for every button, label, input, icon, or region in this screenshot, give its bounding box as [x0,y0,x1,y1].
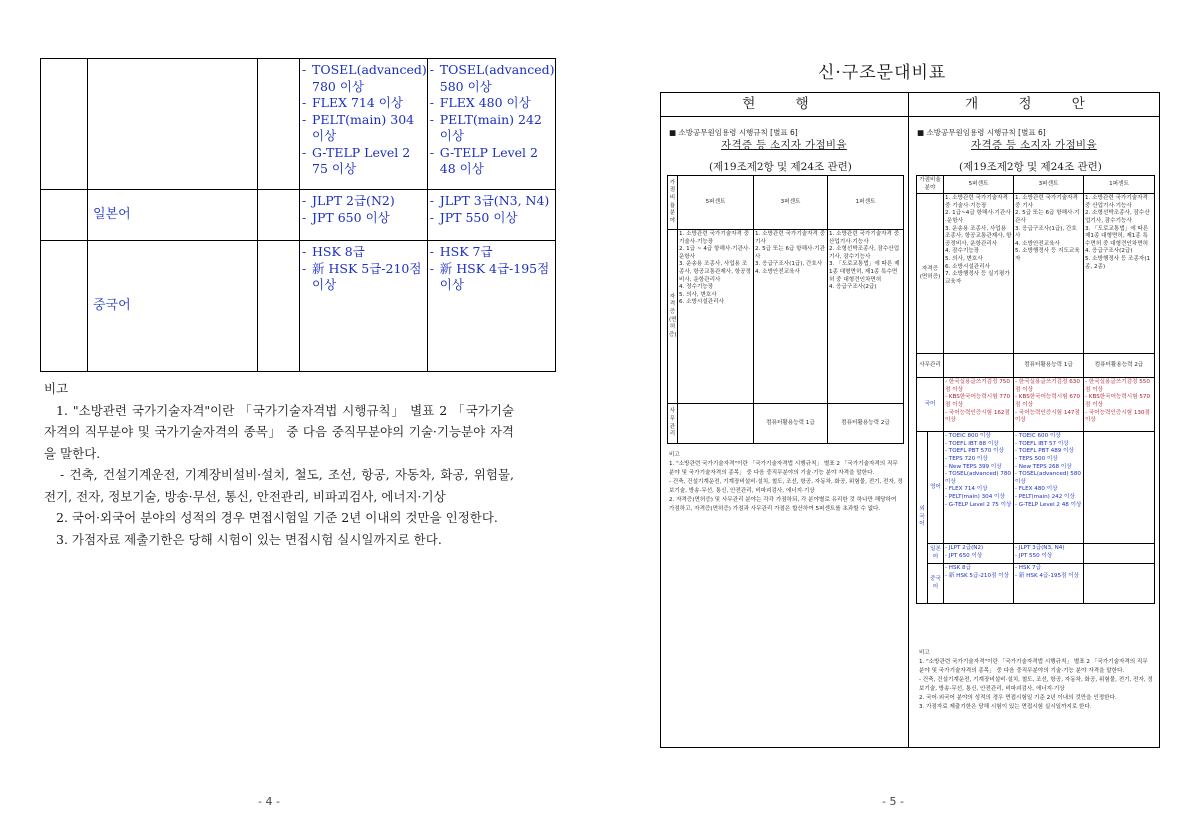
revised-other-english-cell [427,59,555,190]
current-points-table [667,175,904,444]
revised-form-title: 자격증 등 소지자 가점비율 [971,139,1097,151]
current-form-subtitle: (제19조제2항 및 제24조 관련) [709,161,852,173]
note-1-list: - 건축, 건설기계운전, 기계장비설비·설치, 철도, 조선, 항공, 자동차, 화공, 위험물, 전기, 전자, 정보기술, 방송·무선, 통신, 안전관리, 비파괴검사, 에너지·기상 [44,467,514,504]
comparison-table [660,92,1160,748]
notes-section [44,378,514,550]
table-row: 가점비율 분야 5퍼센트 3퍼센트 1퍼센트 [917,176,1155,194]
note-3: 3. 가점자료 제출기한은 당해 시험이 있는 면접시험 실시일까지로 한다. [56,531,442,547]
page-number-right: - 5 - [882,795,904,808]
page-number-left: - 4 - [258,795,280,808]
list-item: - 新 HSK 5급-210점 이상 [300,261,427,294]
table-row: 일본어 - JLPT 2급(N2) - JPT 650 이상 - JLPT 3급(N3, N4) - JPT 550 이상 [917,544,1155,564]
table-row [41,241,556,372]
list-item: - G-TELP Level 2 75 이상 [300,145,427,178]
table-row [41,59,556,190]
revised-form-label: ■ 소방공무원임용령 시행규칙 [별표 6] [917,128,1046,137]
list-item: - PELT(main) 242 이상 [428,112,555,145]
revised-notes: 비고 1. "소방관련 국가기술자격"이란 「국가기술자격법 시행규칙」 별표 2 「국가기술자격의 직무분야 및 국가기술자격의 종목」 중 다음 중직무분야의 기술·기능 분야 자격을 말한다. - 건축, 건설기계운전, 기계장비설비·설치, 철도, 조선, 항공, 자동차, 화공, 위험물, 전기, 전자, 정보기술, 방송·무선, 통신, 안전관리, 비파괴검사, 에너지·기상 2. 국어·외국어 분야의 성적의 경우 면접시험일 기준 2년 이내의 것만을 인정한다. 3. 가점자료 제출기한은 당해 시험이 있는 면접시험 실시일까지로 한다. [919,650,1153,710]
list-item: - JPT 650 이상 [300,210,427,227]
chinese-label: 중국어 [88,241,258,372]
chinese-revised-cell [427,241,555,372]
table-row [41,190,556,241]
japanese-revised-cell [427,190,555,241]
japanese-label: 일본어 [88,190,258,241]
list-item: - HSK 7급 [428,244,555,261]
current-form-title: 자격증 등 소지자 가점비율 [721,139,847,151]
column-header-current: 현 행 [661,93,908,117]
left-points-table [40,58,556,372]
column-divider [908,93,909,747]
list-item: - JPT 550 이상 [428,210,555,227]
table-row: 자격증 (면허증) 1. 소방관련 국가기술자격 중 기술사·기능장 2. 1급~4급 항해사·기관사·운항사 3. 운송용 조종사, 사업용 조종사, 항공교통관제사, 항공정비사, 운항관리사 4. 잠수기능장 5. 의사, 변호사 6. 소방시설관리사 7. 소방행정사 등 실기평가교육자 1. 소방관련 국가기술자격 중 기사 2. 5급 또는 6급 항해사·기관사 3. 응급구조사(1급), 간호사 4. 소방안전교육사 5. 소방행정사 등 지도교육자 1. 소방관련 국가기술자격 중 산업기사·기능사 2. 소형선박조종사, 잠수산업기사, 잠수기능사 3. 「도로교통법」에 따른 제1종 대형면허, 제1종 특수면허 중 대형견인차면허 4. 응급구조사(2급) 5. 소방행정사 등 조종자(1종, 2종) [917,194,1155,354]
list-item: - FLEX 714 이상 [300,95,427,112]
current-form-label: ■ 소방공무원임용령 시행규칙 [별표 6] [669,128,798,137]
list-item: - TOSEL(advanced) 780 이상 [300,62,427,95]
revised-form-subtitle: (제19조제2항 및 제24조 관련) [959,161,1102,173]
note-1: 1. "소방관련 국가기술자격"이란 「국가기술자격법 시행규칙」 별표 2 「국가기술자격의 직무분야 및 국가기술자격의 종목」 중 다음 중직무분야의 기술·기능분야 자격을 말한다. [44,402,514,461]
table-row: 중국어 - HSK 8급 - 新 HSK 5급-210점 이상 - HSK 7급 - 新 HSK 4급-195점 이상 [917,564,1155,604]
note-2: 2. 국어·외국어 분야의 성적의 경우 면접시험일 기준 2년 이내의 것만을 인정한다. [56,510,498,525]
table-row: 국어 - 한국실용글쓰기검정 750점 이상 - KBS한국어능력시험 770점 이상 - 국어능력인증시험 162점 이상 - 한국실용글쓰기검정 630점 이상 - KBS한국어능력시험 670점 이상 - 국어능력인증시험 147점 이상 - 한국실용글쓰기검정 550점 이상 - KBS한국어능력시험 570점 이상 - 국어능력인증시험 130점 이상 [917,378,1155,432]
list-item: - TOSEL(advanced) 580 이상 [428,62,555,95]
revised-points-table [916,175,1155,604]
list-item: - HSK 8급 [300,244,427,261]
page-title: 신·구조문대비표 [818,63,947,83]
table-row: 외국어 영어 - TOEIC 800 이상 - TOEFL IBT 88 이상 - TOEFL PBT 570 이상 - TEPS 720 이상 - New TEPS 399 이상 - TOSEL(advanced) 780 이상 - FLEX 714 이상 - PELT(main) 304 이상 - G-TELP Level 2 75 이상 - TOEIC 600 이상 - TOEFL IBT 57 이상 - TOEFL PBT 489 이상 - TEPS 500 이상 - New TEPS 268 이상 - TOSEL(advanced) 580 이상 - FLEX 480 이상 - PELT(main) 242 이상 - G-TELP Level 2 48 이상 [917,432,1155,544]
column-header-revised: 개 정 안 [909,93,1159,117]
list-item: - JLPT 2급(N2) [300,193,427,210]
list-item: - 新 HSK 4급-195점 이상 [428,261,555,294]
corner-cell: 가점비율 분야 [668,176,678,230]
list-item: - FLEX 480 이상 [428,95,555,112]
notes-heading: 비고 [44,381,69,396]
list-item: - JLPT 3급(N3, N4) [428,193,555,210]
japanese-current-cell [300,190,428,241]
chinese-current-cell [300,241,428,372]
current-notes: 비고 1. "소방관련 국가기술자격"이란 「국가기술자격법 시행규칙」 별표 2 「국가기술자격의 직무분야 및 국가기술자격의 종목」 중 다음 중직무분야의 기술·기능 분야 자격을 말한다. - 건축, 건설기계운전, 기계장비설비·설치, 철도, 조선, 항공, 자동차, 화공, 위험물, 전기, 전자, 정보기술, 방송·무선, 통신, 안전관리, 비파괴검사, 에너지·기상 2. 자격증(면허증) 및 사무관리 분야는 각각 가점하되, 각 분야별로 유리한 것 하나만 해당하여 가점하고, 자격증(면허증) 가점과 사무관리 가점은 합산하여 5퍼센트를 초과할 수 없다. [669,452,903,512]
list-item: - PELT(main) 304 이상 [300,112,427,145]
current-other-english-cell [300,59,428,190]
table-row: 사무관리 컴퓨터활용능력 1급 컴퓨터활용능력 2급 [917,354,1155,378]
table-row: 가점비율 분야 5퍼센트 3퍼센트 1퍼센트 [668,176,904,230]
table-row: 자격증 (면허증) 1. 소방관련 국가기술자격 중 기술사·기능장 2. 1급 ~ 4급 항해사·기관사·운항사 3. 운송용 조종사, 사업용 조종사, 항공교통관제사, 항공정비사, 운항관리사 4. 정수기능장 5. 의사, 변호사 6. 소방시설관리사 1. 소방관련 국가기술자격 중 기사 2. 5급 또는 6급 항해사·기관사 3. 응급구조사(1급), 간호사 4. 소방안전교육사 1. 소방관련 국가기술자격 중 산업기사·기능사 2. 소형선박조종사, 잠수산업기사, 잠수기능사 3. 「도로교통법」에 따른 제1종 대형면허, 제1종 특수면허 중 대형견인차면허 4. 응급구조사(2급) [668,230,904,404]
table-row: 사무관리 컴퓨터활용능력 1급 컴퓨터활용능력 2급 [668,404,904,444]
list-item: - G-TELP Level 2 48 이상 [428,145,555,178]
